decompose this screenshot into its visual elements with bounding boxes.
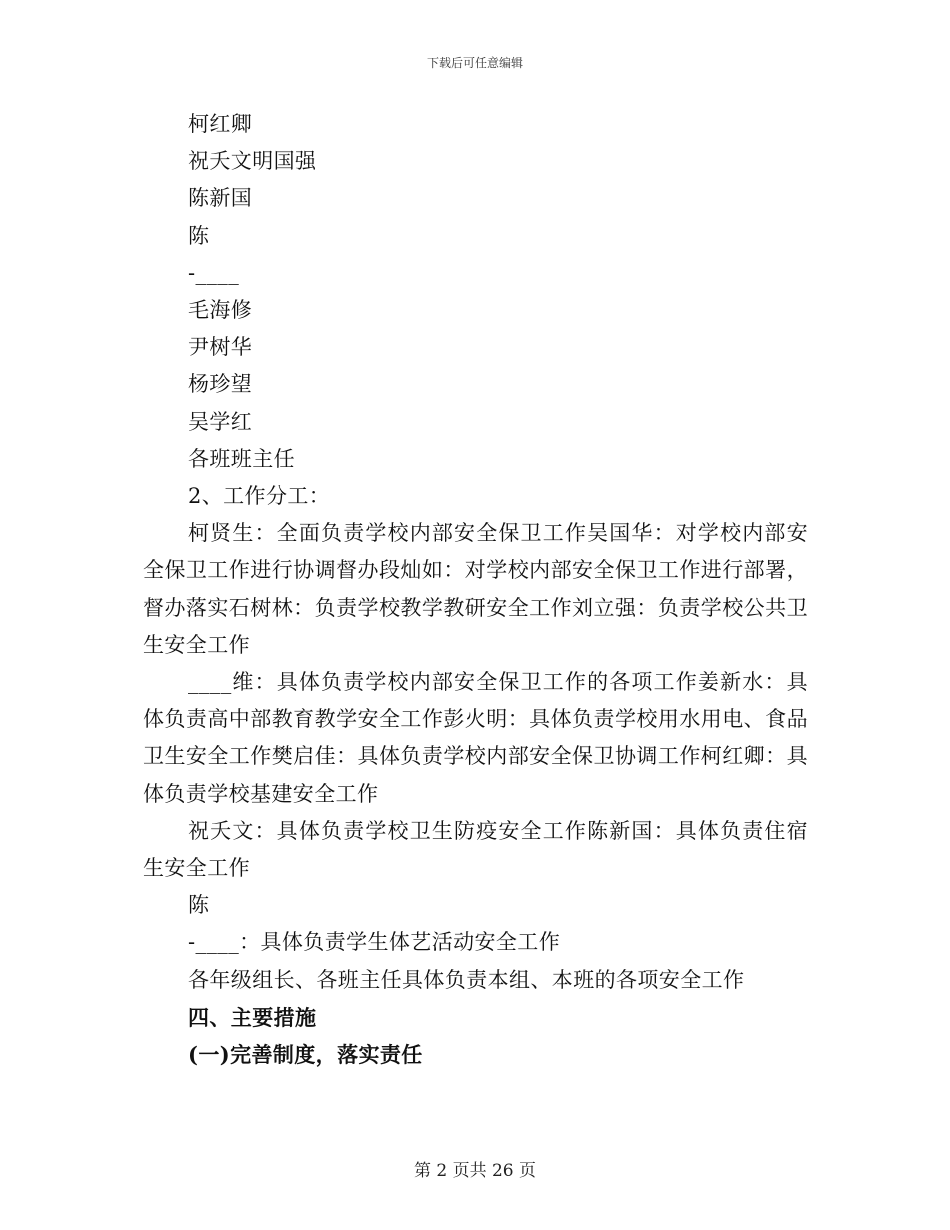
paragraph-duties-2: ____维：具体负责学校内部安全保卫工作的各项工作姜新水：具体负责高中部教育教学安全工作彭火明：具体负责学校用水用电、食品卫生安全工作樊启佳：具体负责学校内部安全保卫协调工作柯红卿：具体负责学校基建安全工作 (143, 670, 808, 806)
document-body (143, 106, 808, 1073)
name-line: 吴学红 (188, 409, 253, 434)
blank-task-line: -____：具体负责学生体艺活动安全工作 (188, 930, 561, 955)
page-footer: 第 2 页共 26 页 (413, 1161, 537, 1181)
name-line: 陈 (188, 893, 210, 918)
name-line: 祝夭文明国强 (188, 149, 317, 174)
section-heading-main-measures: 四、主要措施 (188, 1004, 317, 1030)
name-line: 陈 (188, 223, 210, 248)
paragraph-duties-3: 祝夭文：具体负责学校卫生防疫安全工作陈新国：具体负责住宿生安全工作 (143, 818, 808, 881)
name-line: 杨珍望 (188, 372, 253, 397)
page-header: 下载后可任意编辑 (426, 56, 523, 70)
paragraph-duties-1: 柯贤生：全面负责学校内部安全保卫工作吴国华：对学校内部安全保卫工作进行协调督办段灿如：对学校内部安全保卫工作进行部署，督办落实石树林：负责学校教学教研安全工作刘立强：负责学校公共卫生安全工作 (143, 521, 808, 657)
name-line: 陈新国 (188, 186, 253, 211)
blank-line: -____ (188, 260, 240, 285)
name-line: 尹树华 (188, 335, 253, 360)
section-heading-work-division: 2、工作分工： (188, 484, 331, 509)
subsection-heading: (一)完善制度，落实责任 (188, 1042, 423, 1068)
name-line: 各班班主任 (188, 446, 295, 471)
name-line: 毛海修 (188, 298, 253, 323)
name-line: 柯红卿 (188, 112, 253, 136)
grade-leaders-line: 各年级组长、各班主任具体负责本组、本班的各项安全工作 (188, 967, 745, 992)
